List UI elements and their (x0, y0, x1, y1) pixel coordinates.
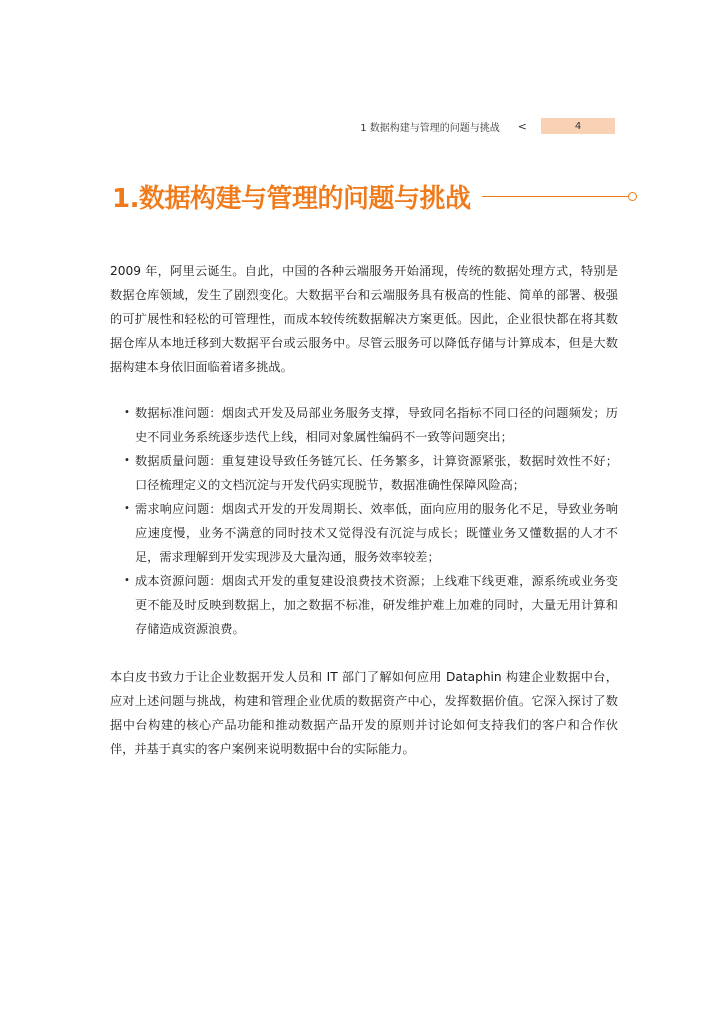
bullet-icon: • (124, 407, 130, 418)
bullet-icon: • (124, 575, 130, 586)
closing-paragraph: 本白皮书致力于让企业数据开发人员和 IT 部门了解如何应用 Dataphin 构建企业数据中台，应对上述问题与挑战，构建和管理企业优质的数据资产中心，发挥数据价值。它深入探讨了数据中台构建的核心产品功能和推动数据产品开发的原则并讨论如何支持我们的客户和合作伙伴，并基于真实的客户案例来说明数据中台的实际能力。 (110, 670, 618, 756)
circle-end-icon (628, 192, 637, 201)
section-title-row (112, 176, 628, 216)
title-rule-line (482, 196, 628, 197)
challenge-text: 需求响应问题：烟囱式开发的开发周期长、效率低，面向应用的服务化不足，导致业务响应速度慢，业务不满意的同时技术又觉得没有沉淀与成长；既懂业务又懂数据的人才不足，需求理解到开发实现涉及大量沟通，服务效率较差； (135, 502, 618, 564)
list-item (110, 401, 618, 449)
page-number: 4 (574, 120, 582, 132)
list-item (110, 449, 618, 497)
list-item (110, 569, 618, 641)
list-item (110, 497, 618, 569)
section-title: 1.数据构建与管理的问题与挑战 (112, 183, 471, 214)
challenge-text: 成本资源问题：烟囱式开发的重复建设浪费技术资源；上线难下线更难，源系统或业务变更不能及时反映到数据上，加之数据不标准，研发维护难上加难的同时，大量无用计算和存储造成资源浪费。 (135, 574, 618, 636)
challenge-text: 数据标准问题：烟囱式开发及局部业务服务支撑，导致同名指标不同口径的问题频发；历史不同业务系统逐步迭代上线，相同对象属性编码不一致等问题突出； (135, 406, 618, 444)
page-number-badge (541, 118, 615, 134)
intro-paragraph: 2009 年，阿里云诞生。自此，中国的各种云端服务开始涌现，传统的数据处理方式，特别是数据仓库领域，发生了剧烈变化。大数据平台和云端服务具有极高的性能、简单的部署、极强的可扩展性和轻松的可管理性，而成本较传统数据解决方案更低。因此，企业很快都在将其数据仓库从本地迁移到大数据平台或云服务中。尽管云服务可以降低存储与计算成本，但是大数据构建本身依旧面临着诸多挑战。 (110, 264, 618, 374)
bullet-icon: • (124, 503, 130, 514)
bullet-icon: • (124, 455, 130, 466)
header-chapter-title: 1 数据构建与管理的问题与挑战 (360, 122, 500, 134)
challenge-text: 数据质量问题：重复建设导致任务链冗长、任务繁多，计算资源紧张，数据时效性不好；口径梳理定义的文档沉淀与开发代码实现脱节，数据准确性保障风险高； (135, 454, 618, 492)
chevron-left-icon[interactable]: < (517, 119, 527, 133)
running-header (300, 117, 615, 135)
body-content (110, 259, 618, 761)
challenge-list (110, 401, 618, 641)
